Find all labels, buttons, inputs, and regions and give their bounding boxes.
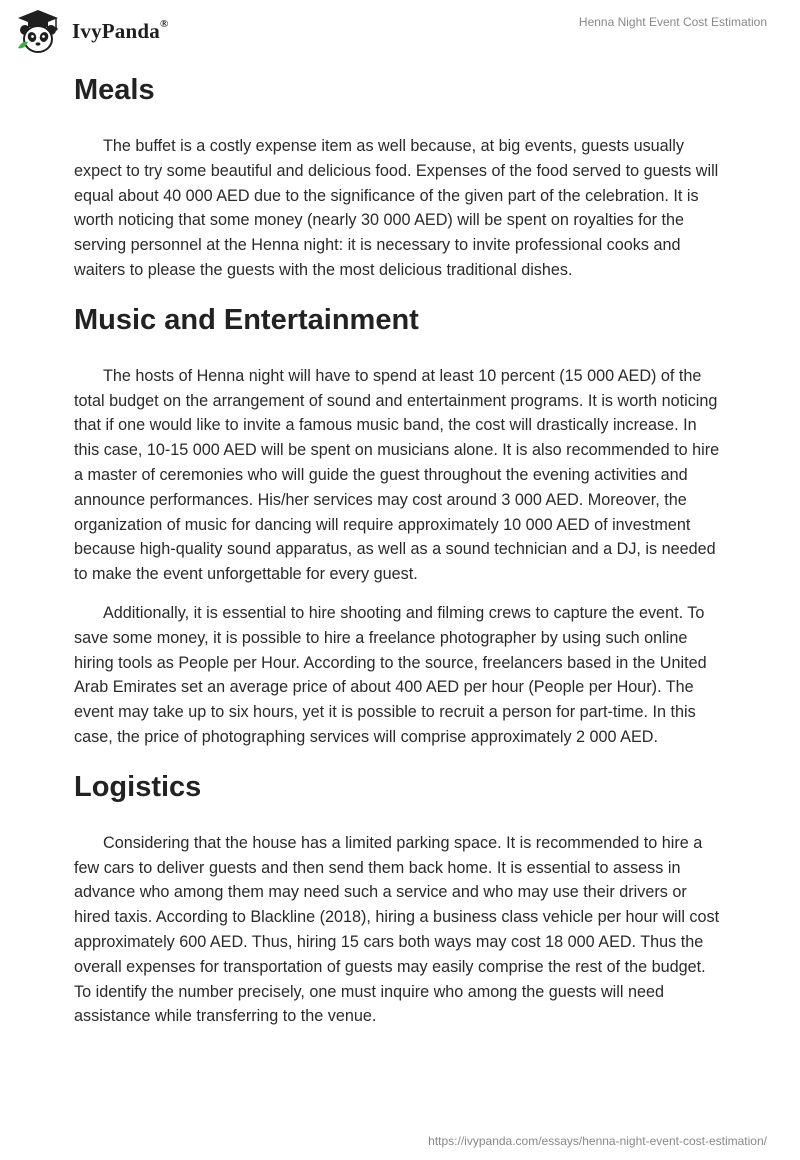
- essay-content: [74, 68, 724, 1029]
- paragraph: The hosts of Henna night will have to spend at least 10 percent (15 000 AED) of the total budget on the arrangement of sound and entertainment programs. It is worth noticing that if one would like to invite a famous music band, the cost will drastically increase. In this case, 10-15 000 AED will be spent on musicians alone. It is also recommended to hire a master of ceremonies who will guide the guest throughout the evening activities and announce performances. His/her services may cost around 3 000 AED. Moreover, the organization of music for dancing will require approximately 10 000 AED of investment because high-quality sound apparatus, as well as a sound technician and a DJ, is needed to make the event unforgettable for every guest.: [74, 366, 720, 584]
- source-url[interactable]: https://ivypanda.com/essays/henna-night-event-cost-estimation/: [428, 1134, 767, 1148]
- section-meals: [74, 68, 724, 298]
- section-music-entertainment: [74, 298, 724, 765]
- paragraph: Considering that the house has a limited parking space. It is recommended to hire a few cars to deliver guests and then send them back home. It is essential to assess in advance who among them may need such a service and who may use their drivers or hired taxis. According to Blackline (2018), hiring a business class vehicle per hour will cost approximately 600 AED. Thus, hiring 15 cars both ways may cost 18 000 AED. Thus the overall expenses for transportation of guests may easily comprise the rest of the budget. To identify the number precisely, one must inquire who among the guests will need assistance while transferring to the venue.: [74, 833, 720, 1026]
- section-heading: Music and Entertainment: [74, 303, 419, 336]
- section-heading: Meals: [74, 74, 155, 106]
- panda-graduate-icon[interactable]: [14, 8, 62, 56]
- page-header: [0, 0, 800, 60]
- section-heading: Logistics: [74, 770, 202, 803]
- paragraph: Additionally, it is essential to hire shooting and filming crews to capture the event. To save some money, it is possible to hire a freelance photographer by using such online hiring tools as People per Hour. According to the source, freelancers based in the United Arab Emirates set an average price of about 400 AED per hour (People per Hour). The event may take up to six hours, yet it is possible to recruit a person for part-time. In this case, the price of photographing services will comprise approximately 2 000 AED.: [74, 603, 707, 746]
- section-logistics: [74, 765, 724, 1029]
- paragraph: The buffet is a costly expense item as well because, at big events, guests usually expect to try some beautiful and delicious food. Expenses of the food served to guests will equal about 40 000 AED due to the significance of the given part of the celebration. It is worth noticing that some money (nearly 30 000 AED) will be spent on royalties for the serving personnel at the Henna night: it is necessary to invite professional cooks and waiters to please the guests with the most delicious traditional dishes.: [74, 137, 719, 279]
- document-title: Henna Night Event Cost Estimation: [578, 15, 767, 29]
- brand-name[interactable]: IvyPanda®: [72, 18, 169, 43]
